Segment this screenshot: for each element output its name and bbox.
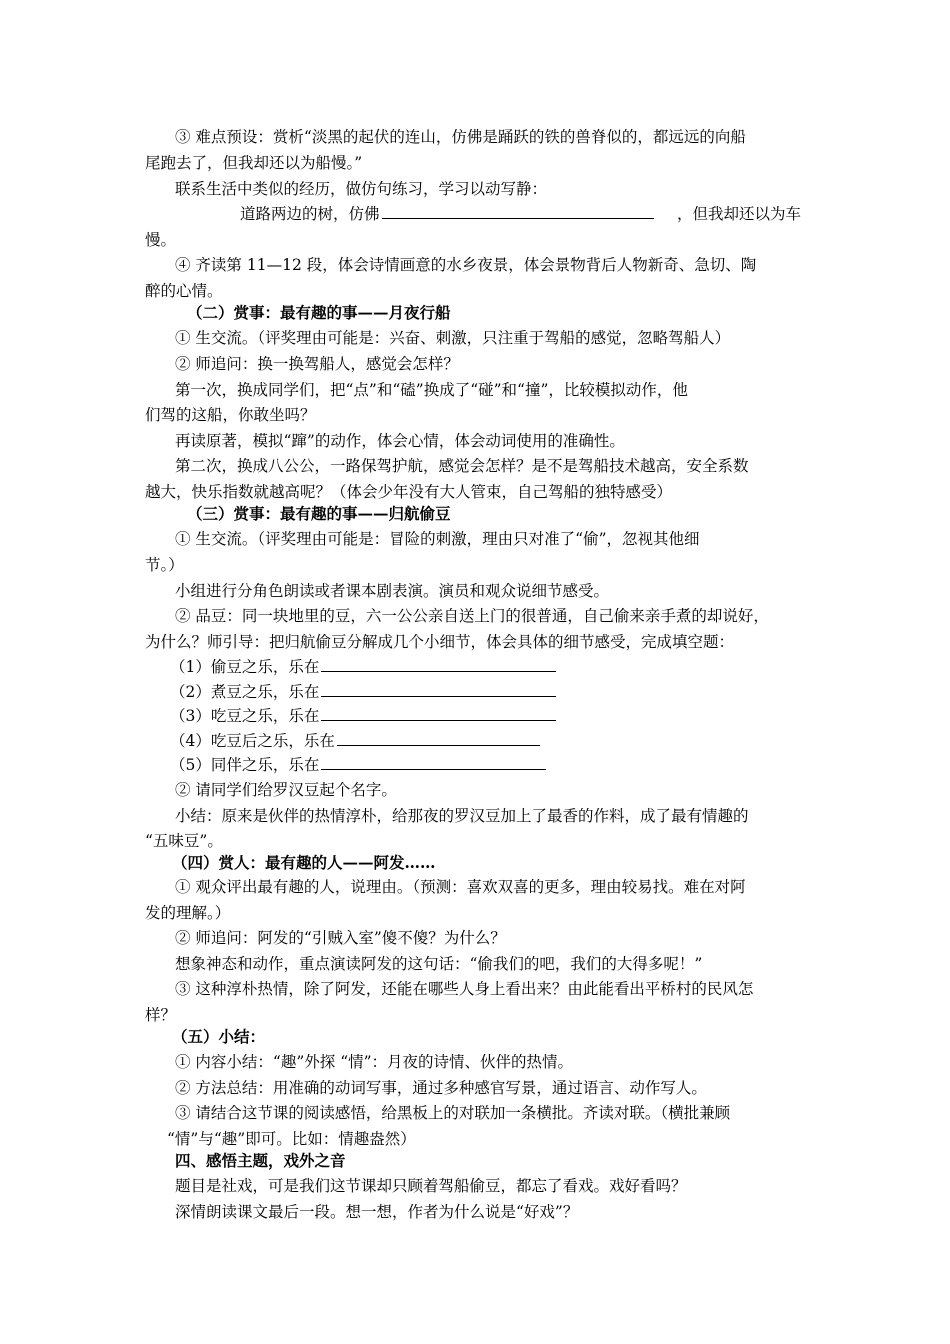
text-line — [175, 805, 749, 827]
line-text: 醉的心情。 — [145, 282, 223, 300]
text-line — [175, 1077, 707, 1099]
text-line — [175, 876, 746, 898]
text-line — [145, 830, 223, 852]
line-text: ① 内容小结：“趣”外探 “情”：月夜的诗情、伙伴的热情。 — [175, 1053, 574, 1071]
section-heading — [175, 1150, 346, 1172]
line-text: 题目是社戏，可是我们这节课却只顾着驾船偷豆，都忘了看戏。戏好看吗？ — [175, 1177, 687, 1195]
line-text: 尾跑去了，但我却还以为船慢。” — [145, 154, 363, 172]
line-text: ① 生交流。（评奖理由可能是：兴奋、刺激，只注重于驾船的感觉，忽略驾船人） — [175, 329, 731, 347]
line-text: （4）吃豆后之乐，乐在 — [170, 732, 335, 750]
text-line — [175, 528, 700, 550]
line-text: 深情朗读课文最后一段。想一想，作者为什么说是“好戏”？ — [175, 1203, 579, 1221]
text-line — [175, 1201, 578, 1223]
line-text: ③ 难点预设：赏析“淡黑的起伏的连山，仿佛是踊跃的铁的兽脊似的，都远远的向船 — [175, 128, 746, 146]
text-line — [167, 1128, 416, 1150]
fill-in-blank — [382, 203, 654, 219]
text-line — [175, 1102, 730, 1124]
text-line — [175, 126, 746, 148]
text-line — [170, 730, 542, 752]
line-text: ③ 这种淳朴热情，除了阿发，还能在哪些人身上看出来？由此能看出平桥村的民风怎 — [175, 980, 754, 998]
text-line — [175, 978, 753, 1000]
text-line — [145, 229, 176, 251]
text-line — [175, 430, 625, 452]
text-line — [145, 481, 672, 503]
text-line — [145, 1004, 176, 1026]
line-text: （3）吃豆之乐，乐在 — [170, 707, 320, 725]
text-line — [175, 605, 769, 627]
text-line — [170, 656, 558, 678]
text-line — [175, 178, 547, 200]
line-text: 联系生活中类似的经历，做仿句练习，学习以动写静： — [175, 180, 548, 198]
line-text: ① 生交流。（评奖理由可能是：冒险的刺激，理由只对准了“偷”，忽视其他细 — [175, 530, 700, 548]
line-text: “五味豆”。 — [145, 832, 223, 850]
text-line — [145, 404, 316, 426]
line-text: ② 师追问：阿发的“引贼入室”傻不傻？为什么？ — [175, 929, 506, 947]
line-text: （2）煮豆之乐，乐在 — [170, 683, 320, 701]
text-line — [240, 203, 656, 225]
text-line — [175, 353, 459, 375]
line-text: 节。） — [145, 556, 184, 574]
fill-in-blank — [321, 681, 556, 697]
line-text: ② 请同学们给罗汉豆起个名字。 — [175, 781, 397, 799]
line-text: （五）小结： — [172, 1027, 266, 1046]
text-line — [145, 152, 362, 174]
text-line — [170, 754, 548, 776]
line-text: 再读原著，模拟“蹿”的动作，体会心情，体会动词使用的准确性。 — [175, 432, 625, 450]
section-heading — [172, 1026, 265, 1048]
line-text: 为什么？师引导：把归航偷豆分解成几个小细节，体会具体的细节感受，完成填空题： — [145, 633, 735, 651]
line-text: 样？ — [145, 1006, 177, 1024]
text-line — [175, 327, 730, 349]
text-line — [145, 554, 184, 576]
line-text: 小结：原来是伙伴的热情淳朴，给那夜的罗汉豆加上了最香的作料，成了最有情趣的 — [175, 807, 749, 825]
line-text: ② 师追问：换一换驾船人，感觉会怎样？ — [175, 355, 459, 373]
text-line — [175, 580, 609, 602]
line-text: ④ 齐读第 11—12 段，体会诗情画意的水乡夜景，体会景物背后人物新奇、急切、陶 — [175, 256, 757, 274]
line-text: ③ 请结合这节课的阅读感悟，给黑板上的对联加一条横批。齐读对联。（横批兼顾 — [175, 1104, 731, 1122]
text-line — [175, 1051, 573, 1073]
section-heading — [187, 503, 451, 525]
text-line — [677, 203, 801, 225]
fill-in-blank — [321, 705, 556, 721]
line-text: 想象神态和动作，重点演读阿发的这句话：“偷我们的吧，我们的大得多呢！” — [175, 955, 703, 973]
line-text: （5）同伴之乐，乐在 — [170, 756, 320, 774]
text-line — [175, 779, 397, 801]
line-text: 小组进行分角色朗读或者课本剧表演。演员和观众说细节感受。 — [175, 582, 610, 600]
line-text: 越大，快乐指数就越高呢？（体会少年没有大人管束，自己驾船的独特感受） — [145, 483, 673, 501]
text-line — [170, 705, 558, 727]
line-text: 四、感悟主题，戏外之音 — [175, 1151, 346, 1170]
line-text: 发的理解。） — [145, 904, 231, 922]
fill-in-blank — [321, 656, 556, 672]
text-line — [175, 254, 756, 276]
text-line — [145, 280, 223, 302]
section-heading — [187, 302, 451, 324]
text-line — [175, 1175, 687, 1197]
text-line — [145, 902, 230, 924]
line-text: ，但我却还以为车 — [677, 205, 802, 223]
line-text: ② 方法总结：用准确的动词写事，通过多种感官写景，通过语言、动作写人。 — [175, 1079, 707, 1097]
line-text: “情”与“趣”即可。比如：情趣盎然） — [167, 1130, 416, 1148]
text-line — [175, 953, 702, 975]
text-line — [145, 631, 734, 653]
line-text: 第一次，换成同学们，把“点”和“磕”换成了“碰”和“撞”，比较模拟动作，他 — [175, 381, 688, 399]
line-text: （四）赏人：最有趣的人——阿发…… — [172, 853, 436, 872]
text-line — [175, 927, 506, 949]
text-line — [170, 681, 558, 703]
line-text: （1）偷豆之乐，乐在 — [170, 658, 320, 676]
line-text: （三）赏事：最有趣的事——归航偷豆 — [187, 504, 451, 523]
text-line — [175, 379, 688, 401]
line-text: ② 品豆：同一块地里的豆，六一公公亲自送上门的很普通，自己偷来亲手煮的却说好， — [175, 607, 769, 625]
fill-in-blank — [321, 754, 546, 770]
line-text: 道路两边的树，仿佛 — [240, 205, 380, 223]
section-heading — [172, 852, 436, 874]
line-text: （二）赏事：最有趣的事——月夜行船 — [187, 303, 451, 322]
line-text: 慢。 — [145, 231, 177, 249]
line-text: 第二次，换成八公公，一路保驾护航，感觉会怎样？是不是驾船技术越高，安全系数 — [175, 457, 749, 475]
line-text: 们驾的这船，你敢坐吗？ — [145, 406, 316, 424]
text-line — [175, 455, 749, 477]
line-text: ① 观众评出最有趣的人，说理由。（预测：喜欢双喜的更多，理由较易找。难在对阿 — [175, 878, 746, 896]
fill-in-blank — [337, 730, 540, 746]
